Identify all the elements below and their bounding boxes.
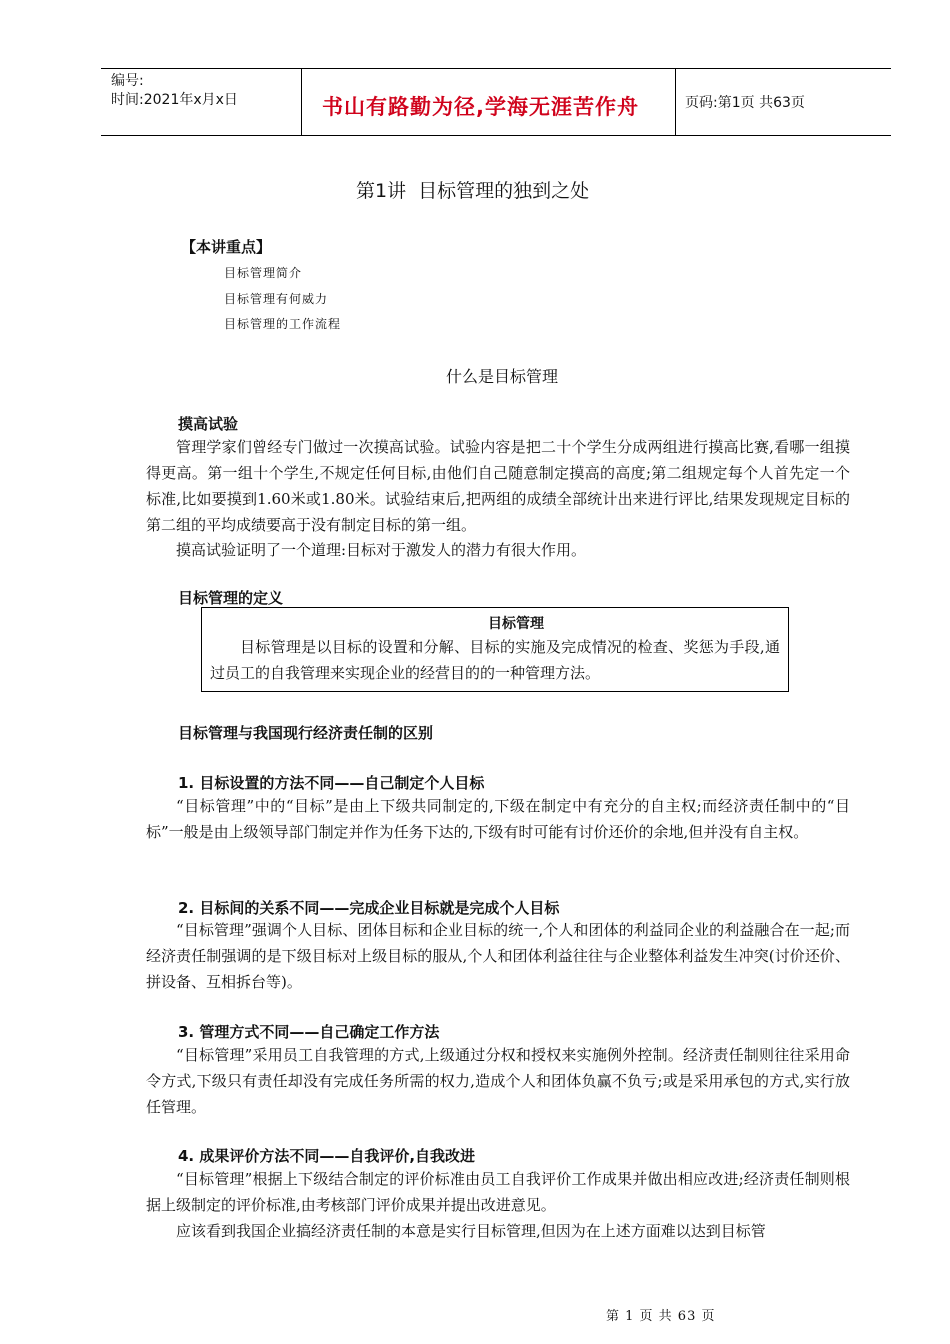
point-heading: 4. 成果评价方法不同——自我评价,自我改进	[178, 1147, 476, 1165]
point-heading: 1. 目标设置的方法不同——自己制定个人目标	[178, 774, 485, 792]
point-paragraph: “目标管理”采用员工自我管理的方式,上级通过分权和授权来实施例外控制。经济责任制则往往采用命令方式,下级只有责任却没有完成任务所需的权力,造成个人和团体负赢不负亏;或是采用承包的方式,实行放任管理。	[146, 1046, 850, 1116]
point-paragraph: “目标管理”根据上下级结合制定的评价标准由员工自我评价工作成果并做出相应改进;经济责任制则根据上级制定的评价标准,由考核部门评价成果并提出改进意见。	[146, 1170, 850, 1214]
point-paragraph: “目标管理”强调个人目标、团体目标和企业目标的统一,个人和团体的利益同企业的利益融合在一起;而经济责任制强调的是下级目标对上级目标的服从,个人和团体利益往往与企业整体利益发生冲突(讨价还价、拼设备、互相拆台等)。	[146, 921, 850, 991]
document-number-label: 编号:	[111, 73, 144, 89]
point-heading: 2. 目标间的关系不同——完成企业目标就是完成个人目标	[178, 899, 560, 917]
definition-box-text: 目标管理是以目标的设置和分解、目标的实施及完成情况的检查、奖惩为手段,通过员工的自我管理来实现企业的经营目的的一种管理方法。	[210, 638, 780, 682]
header-top-rule	[101, 68, 891, 69]
point-heading: 3. 管理方式不同——自己确定工作方法	[178, 1023, 440, 1041]
experiment-conclusion: 摸高试验证明了一个道理:目标对于激发人的潜力有很大作用。	[176, 541, 587, 559]
header-divider-right	[675, 68, 676, 136]
lecture-title: 第1讲 目标管理的独到之处	[356, 180, 590, 202]
point-paragraph: “目标管理”中的“目标”是由上下级共同制定的,下级在制定中有充分的自主权;而经济责任制中的“目标”一般是由上级领导部门制定并作为任务下达的,下级有时可能有讨价还价的余地,但并没有自主权。	[146, 797, 850, 841]
key-point-item: 目标管理简介	[224, 266, 303, 280]
definition-box	[201, 607, 789, 692]
header-bottom-rule	[101, 135, 891, 136]
key-points-heading: 【本讲重点】	[181, 238, 272, 256]
header-page-code: 页码:第1页 共63页	[685, 95, 805, 111]
header-motto: 书山有路勤为径,学海无涯苦作舟	[322, 95, 639, 119]
experiment-paragraph: 管理学家们曾经专门做过一次摸高试验。试验内容是把二十个学生分成两组进行摸高比赛,看哪一组摸得更高。第一组十个学生,不规定任何目标,由他们自己随意制定摸高的高度;第二组规定每个人首先定一个标准,比如要摸到1.60米或1.80米。试验结束后,把两组的成绩全部统计出来进行评比,结果发现规定目标的第二组的平均成绩要高于没有制定目标的第一组。	[146, 438, 850, 534]
difference-heading: 目标管理与我国现行经济责任制的区别	[178, 724, 434, 742]
key-point-item: 目标管理的工作流程	[224, 317, 342, 331]
definition-box-title: 目标管理	[488, 616, 544, 632]
experiment-heading: 摸高试验	[178, 415, 239, 433]
document-time-label: 时间:2021年x月x日	[111, 92, 238, 108]
definition-heading: 目标管理的定义	[178, 589, 284, 607]
closing-paragraph: 应该看到我国企业搞经济责任制的本意是实行目标管理,但因为在上述方面难以达到目标管	[176, 1222, 766, 1240]
section-title: 什么是目标管理	[446, 367, 559, 386]
header-divider-left	[301, 68, 302, 136]
key-point-item: 目标管理有何威力	[224, 292, 329, 306]
page-footer: 第 1 页 共 63 页	[606, 1309, 716, 1324]
